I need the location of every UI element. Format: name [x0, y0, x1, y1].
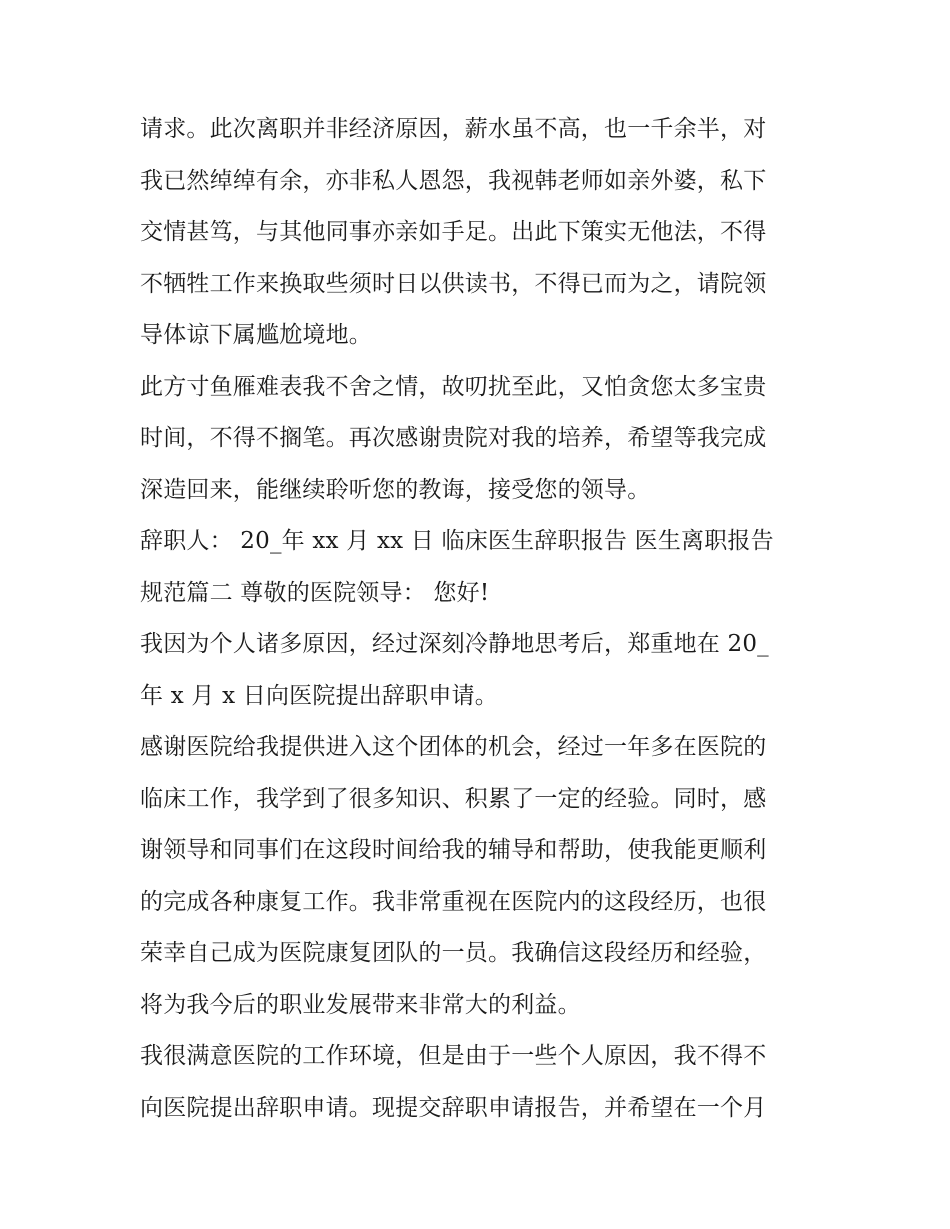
text-line: 深造回来，能继续聆听您的教诲，接受您的领导。: [140, 476, 651, 503]
text-line: 导体谅下属尴尬境地。: [140, 322, 372, 348]
text-line: 谢领导和同事们在这段时间给我的辅导和帮助，使我能更顺利: [140, 837, 767, 863]
text-line: 临床工作，我学到了很多知识、积累了一定的经验。同时，感: [140, 785, 767, 812]
text-line: 向医院提出辞职申请。现提交辞职申请报告，并希望在一个月: [140, 1094, 767, 1121]
text-line: 的完成各种康复工作。我非常重视在医院内的这段经历，也很: [140, 888, 767, 915]
text-line: 我因为个人诸多原因，经过深刻冷静地思考后，郑重地在 20_: [140, 631, 769, 657]
text-line: 此方寸鱼雁难表我不舍之情，故叨扰至此，又怕贪您太多宝贵: [140, 373, 767, 400]
text-line: 感谢医院给我提供进入这个团体的机会，经过一年多在医院的: [140, 734, 767, 760]
body-text: [140, 104, 820, 1134]
text-line: 交情甚笃，与其他同事亦亲如手足。出此下策实无他法，不得: [140, 219, 767, 245]
text-line: 辞职人： 20_年 xx 月 xx 日 临床医生辞职报告 医生离职报告: [140, 528, 774, 554]
text-line: 不牺牲工作来换取些须时日以供读书，不得已而为之，请院领: [140, 270, 767, 297]
text-line: 我已然绰绰有余，亦非私人恩怨，我视韩老师如亲外婆，私下: [140, 167, 767, 194]
text-line: 请求。此次离职并非经济原因，薪水虽不高，也一千余半，对: [140, 116, 767, 142]
text-line: 规范篇二 尊敬的医院领导： 您好!: [140, 579, 490, 606]
text-line: 年 x 月 x 日向医院提出辞职申请。: [140, 682, 498, 709]
text-line: 将为我今后的职业发展带来非常大的利益。: [140, 991, 581, 1018]
text-line: 时间，不得不搁笔。再次感谢贵院对我的培养，希望等我完成: [140, 425, 767, 451]
text-line: 荣幸自己成为医院康复团队的一员。我确信这段经历和经验，: [140, 940, 767, 966]
text-line: 我很满意医院的工作环境，但是由于一些个人原因，我不得不: [140, 1043, 767, 1069]
